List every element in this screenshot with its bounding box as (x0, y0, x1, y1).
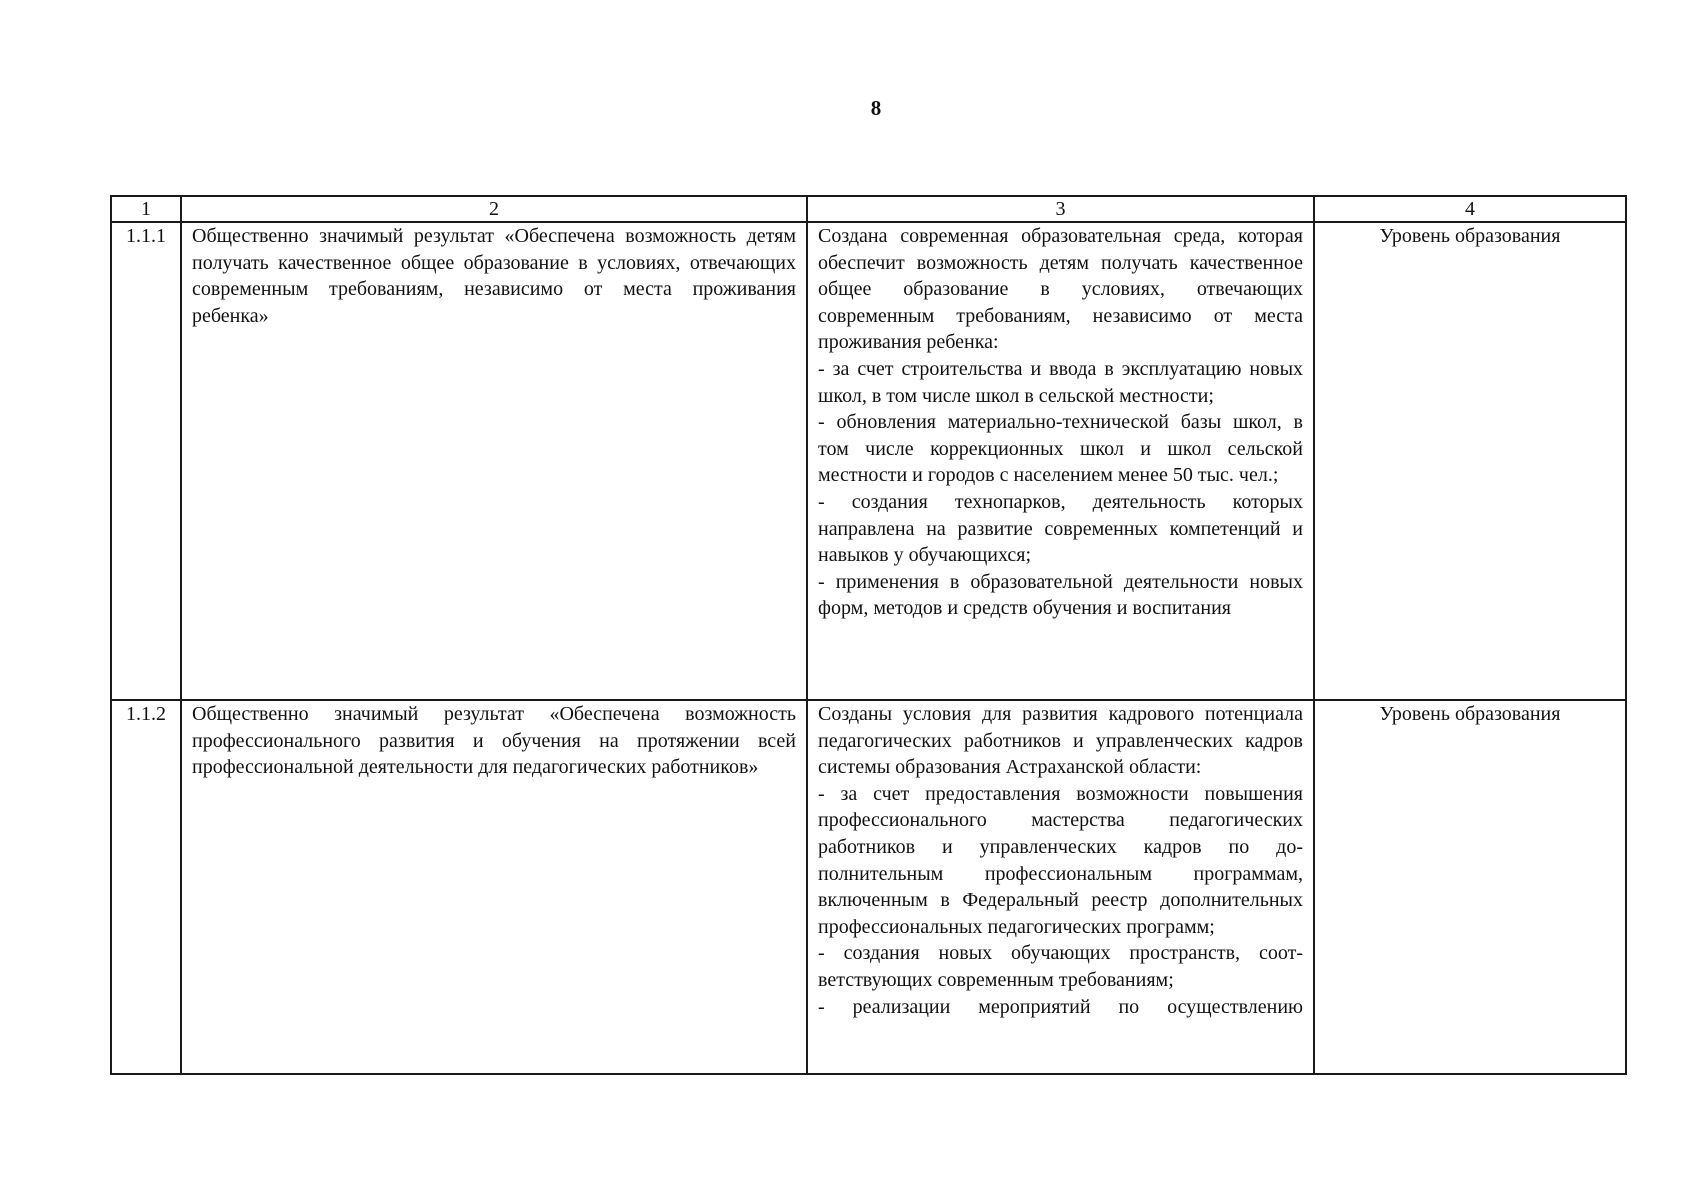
description-cell (807, 700, 1314, 1074)
column-header-2: 2 (181, 196, 807, 222)
description-cell (807, 222, 1314, 700)
table-header-row (111, 196, 1626, 222)
column-header-1: 1 (111, 196, 181, 222)
description-paragraph: Созданы условия для развития кадрового потенциала педагогических работников и управленческих кадров системы образования Астраханской области: (818, 703, 1303, 779)
row-number: 1.1.1 (111, 222, 181, 700)
result-cell (181, 700, 807, 1074)
level-cell: Уровень образования (1314, 700, 1626, 1074)
table-row (111, 700, 1626, 1074)
result-cell (181, 222, 807, 700)
description-paragraph: - обновления материально-технической базы школ, в том числе коррекционных школ и школ сельской местности и городов с населением менее 50 тыс. чел.; (818, 411, 1303, 487)
description-paragraph: - создания новых обучающих пространств, соответствующих современным требованиям; (818, 942, 1303, 991)
table-row (111, 222, 1626, 700)
column-header-4: 4 (1314, 196, 1626, 222)
description-paragraph: - за счет строительства и ввода в эксплуатацию новых школ, в том числе школ в сельской местности; (818, 357, 1303, 407)
level-cell: Уровень образования (1314, 222, 1626, 700)
description-paragraph: Создана современная образовательная среда, которая обеспечит возможность детям получать качественное общее образование в условиях, отвечающих современным требованиям, независимо от места проживания ребенка: (818, 225, 1303, 354)
description-paragraph: - реализации мероприятий по осуществлению (818, 995, 1303, 1018)
description-paragraph: - за счет предоставления возможности повышения профессионального мастерства педагогических работников и управленческих кадров по дополнительным профессиональным программам, включенным в Федеральный реестр дополнительных профессиональных педагогических программ; (818, 782, 1303, 938)
result-text: Общественно значимый результат «Обеспечена возможность детям получать качественное общее образование в условиях, отвечающих современным требованиям, независимо от места проживания ребенка» (192, 225, 796, 327)
page-number: 8 (870, 96, 882, 120)
description-paragraph: - применения в образовательной деятельности новых форм, методов и средств обучения и воспитания (818, 570, 1303, 620)
row-number: 1.1.2 (111, 700, 181, 1074)
results-table (110, 195, 1627, 1075)
column-header-3: 3 (807, 196, 1314, 222)
result-text: Общественно значимый результат «Обеспечена возможность профессионального развития и обучения на протяжении всей профессиональной деятельности для педагогических работников» (192, 703, 796, 779)
description-paragraph: - создания технопарков, деятельность которых направлена на развитие современных компетенций и навыков у обучающихся; (818, 490, 1303, 567)
